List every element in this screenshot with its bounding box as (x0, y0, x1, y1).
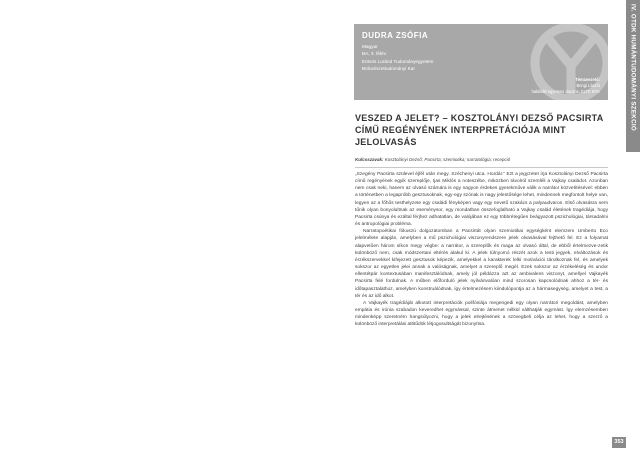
author-detail-line: Bölcsészettudományi Kar (362, 65, 415, 71)
body-paragraph: Narratopoétikai fókuszú dolgozatomban a Pacsirtát olyan szemiotikai egységként elemzem Umberto Eco jelelmélete alapján, amelyben a mű pszichológiai viszonyrendszere jelek olvasásával fejthető fel. Ez a folyamat alapvetően három síkon megy végbe: a narrátor, a szereplők és maga az olvasó által, de ebből értelmezve-zetik különböző nem, csak módszertani eltérés alakul ki. A jelek túlnyomó részét azok a testi jegyek, elváltozások és érzékszervekkel kifejezett gesztusok képezik, amelyekkel a karakterek lelki motivációi tárulkoznak fel, és amelyek sokszor az egyetlen jelei annak a valóságnak, amelyet a szereplő megél. Ezek sokszor az érzékeléség és undor ellentétpár kontextusában manifesztálódnak, amely jól példázza azt az ambivalens viszonyt, amellyel Vajkayék Pacsirta felé fordulnak. A műben előforduló jelek nyilvánvalóan mind szorosan kapcsolódnak ahhoz a tér- és időtapasztalathoz, amelyben konstruálódnak, így értelmezésem kiindulópontja az a hármasegység, amelyet a test, a tér és az idő alkot. (355, 229, 608, 299)
section-tab (626, 0, 640, 152)
keywords-label: Kulcsszavak: (355, 157, 384, 162)
section-tab-label: IV. OTDK HUMÁNTUDOMÁNYI SZEKCIÓ (629, 4, 637, 131)
author-header (354, 24, 608, 100)
author-details (362, 43, 433, 72)
keywords-list: Kosztolányi Dezső; Pacsirta; szemiotika; narratológia; recepció (384, 157, 511, 162)
body-paragraph: A Vajkayék tragédiáját alkotott interpretációk polifóniája megengedi egy olyan narrátori megoldást, amelyben empátia és irónia szabadon keveredhet egymással, szinte átmenet nélkül válthatják egymást. Így elemzésemben mindenképp szeretném hangsúlyozni, hogy a jelek elrejtésének a szövegbeli célja az lehet, hogy a szerző a különböző interpretálási attitűdök létjogosultságát bizonyítsa. (355, 300, 608, 328)
body-paragraph: „Szegény Pacsirta szülevel éjfél után megy. Széchenyi utca. Hordár.” Ezt a jegyzetet írja Kosztolányi Dezső Pacsirta című regényének egyik szereplője, Ijas Miklós a noteszébe, miközben távolról szemléli a Vajkay családot. Azonban nem csak neki, hanem az olvasó számára is egy nagyon érdekes gyerekműve válik a narrátor közvetítésével: ebben a történetben a legapróbb gesztusoknak, egy-egy szónak is nagy jelentősége lehet, mindennek megfontolt helye van, legyen az a főhős testhelyzete egy családi fényképen vagy egy nevető szakács a palyaudvaron. Első olvasásra nem tűnik olyan bonyolultnak az eseménysor, egy mondatban összefoglalható a Vajkay család életének tragédiája, hogy Pacsirta csúnya és ezáltal férjhez adhatatlan, de valójában ez egy többrétegűen beágyazott pszichológiai, társadalmi és antropológiai probléma. (355, 172, 608, 228)
mentor-title: habilitált egyetemi docens, ELTE BTK (531, 89, 600, 94)
author-detail-line: Eötvös Loránd Tudományegyetem (362, 58, 434, 64)
divider (355, 167, 608, 168)
author-name: DUDRA ZSÓFIA (362, 31, 429, 40)
author-detail-line: Magyar (362, 44, 378, 49)
author-detail-line: BA, 3. félév (362, 51, 386, 57)
article-body (355, 171, 608, 328)
page-number: 353 (612, 437, 626, 448)
article-title: VESZED A JELET? – KOSZTOLÁNYI DEZSŐ PACSIRTA CÍMŰ REGÉNYÉNEK INTERPRETÁCIÓJA MINT JELOLVASÁS (355, 113, 604, 147)
mentor-name: Bengi László (576, 83, 600, 88)
mentor-label: Témavezető: (575, 77, 600, 82)
keywords-line (355, 157, 607, 162)
mentor-block (532, 77, 600, 95)
